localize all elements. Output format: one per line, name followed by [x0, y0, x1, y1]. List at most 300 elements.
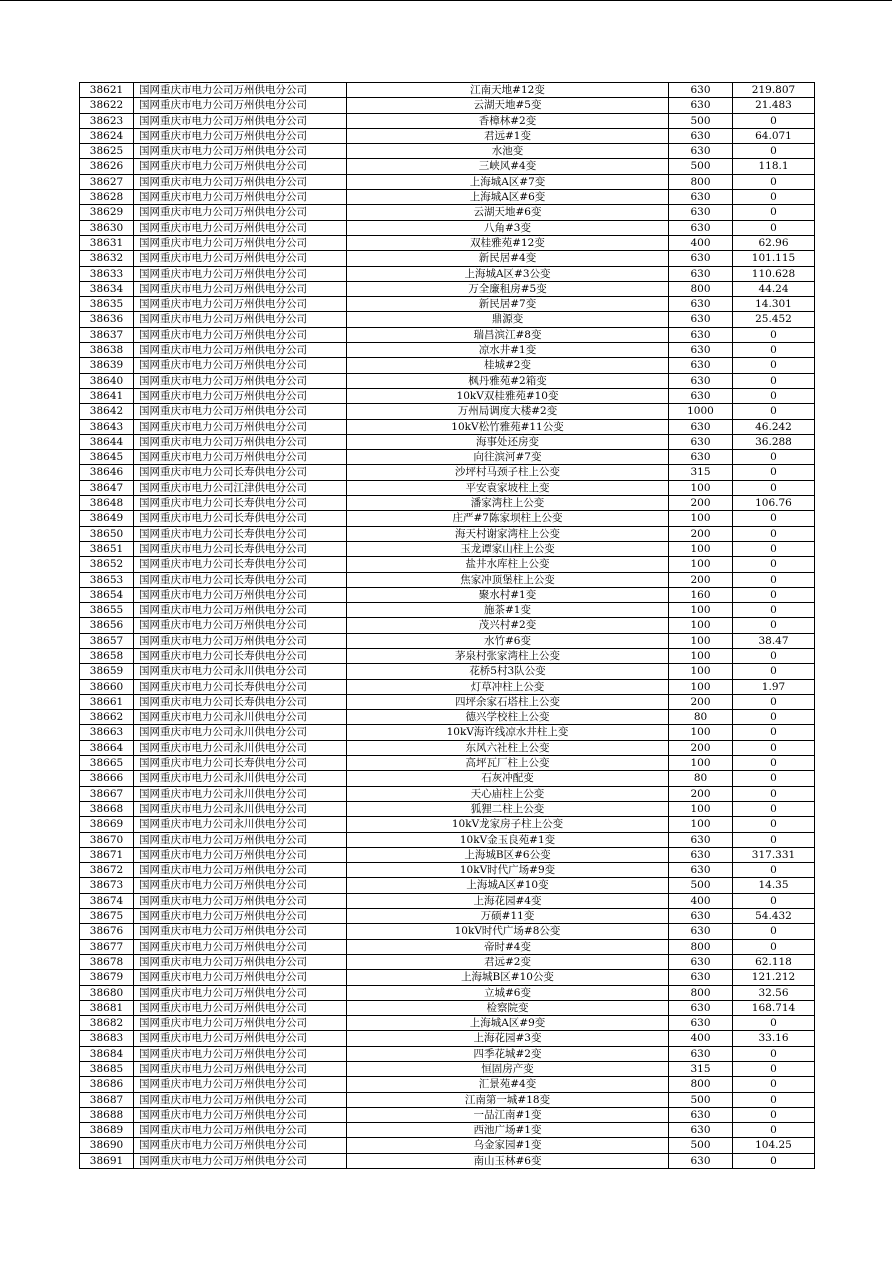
capacity-cell: 630	[669, 863, 733, 878]
table-row	[80, 1016, 815, 1031]
row-id-cell: 38679	[80, 970, 134, 985]
table-row	[80, 909, 815, 924]
value-cell: 0	[733, 1092, 815, 1107]
value-cell: 0	[733, 924, 815, 939]
transformer-name-cell: 上海城B区#10公变	[347, 970, 669, 985]
transformer-name-cell: 上海城A区#10变	[347, 878, 669, 893]
row-id-cell: 38683	[80, 1031, 134, 1046]
value-cell: 0	[733, 1062, 815, 1077]
company-cell: 国网重庆市电力公司万州供电分公司	[134, 190, 347, 205]
company-cell: 国网重庆市电力公司万州供电分公司	[134, 909, 347, 924]
table-row	[80, 434, 815, 449]
row-id-cell: 38627	[80, 174, 134, 189]
company-cell: 国网重庆市电力公司永川供电分公司	[134, 664, 347, 679]
company-cell: 国网重庆市电力公司万州供电分公司	[134, 603, 347, 618]
transformer-name-cell: 德兴学校柱上公变	[347, 710, 669, 725]
transformer-name-cell: 水池变	[347, 144, 669, 159]
company-cell: 国网重庆市电力公司万州供电分公司	[134, 1107, 347, 1122]
table-row	[80, 404, 815, 419]
transformer-name-cell: 双桂雅苑#12变	[347, 235, 669, 250]
value-cell: 106.76	[733, 496, 815, 511]
transformer-name-cell: 海天村谢家湾柱上公变	[347, 526, 669, 541]
row-id-cell: 38660	[80, 679, 134, 694]
capacity-cell: 630	[669, 266, 733, 281]
capacity-cell: 100	[669, 756, 733, 771]
table-row	[80, 327, 815, 342]
table-row	[80, 557, 815, 572]
row-id-cell: 38691	[80, 1153, 134, 1168]
table-row	[80, 786, 815, 801]
capacity-cell: 630	[669, 419, 733, 434]
row-id-cell: 38675	[80, 909, 134, 924]
transformer-name-cell: 君远#1变	[347, 128, 669, 143]
value-cell: 0	[733, 358, 815, 373]
company-cell: 国网重庆市电力公司长寿供电分公司	[134, 511, 347, 526]
value-cell: 0	[733, 1107, 815, 1122]
value-cell: 101.115	[733, 251, 815, 266]
capacity-cell: 800	[669, 1077, 733, 1092]
company-cell: 国网重庆市电力公司永川供电分公司	[134, 725, 347, 740]
company-cell: 国网重庆市电力公司长寿供电分公司	[134, 541, 347, 556]
company-cell: 国网重庆市电力公司万州供电分公司	[134, 419, 347, 434]
company-cell: 国网重庆市电力公司万州供电分公司	[134, 83, 347, 98]
row-id-cell: 38644	[80, 434, 134, 449]
table-body	[80, 83, 815, 1169]
table-row	[80, 878, 815, 893]
table-row	[80, 113, 815, 128]
capacity-cell: 315	[669, 1062, 733, 1077]
transformer-name-cell: 聚水村#1变	[347, 587, 669, 602]
row-id-cell: 38646	[80, 465, 134, 480]
row-id-cell: 38624	[80, 128, 134, 143]
value-cell: 62.118	[733, 954, 815, 969]
value-cell: 0	[733, 725, 815, 740]
company-cell: 国网重庆市电力公司万州供电分公司	[134, 970, 347, 985]
company-cell: 国网重庆市电力公司长寿供电分公司	[134, 756, 347, 771]
value-cell: 0	[733, 664, 815, 679]
table-row	[80, 312, 815, 327]
transformer-name-cell: 万全廉租房#5变	[347, 281, 669, 296]
capacity-cell: 630	[669, 327, 733, 342]
table-row	[80, 725, 815, 740]
transformer-name-cell: 枫丹雅苑#2箱变	[347, 373, 669, 388]
capacity-cell: 1000	[669, 404, 733, 419]
company-cell: 国网重庆市电力公司万州供电分公司	[134, 159, 347, 174]
company-cell: 国网重庆市电力公司万州供电分公司	[134, 220, 347, 235]
row-id-cell: 38673	[80, 878, 134, 893]
row-id-cell: 38655	[80, 603, 134, 618]
company-cell: 国网重庆市电力公司万州供电分公司	[134, 954, 347, 969]
company-cell: 国网重庆市电力公司万州供电分公司	[134, 235, 347, 250]
transformer-name-cell: 上海城A区#9变	[347, 1016, 669, 1031]
row-id-cell: 38639	[80, 358, 134, 373]
table-row	[80, 343, 815, 358]
company-cell: 国网重庆市电力公司万州供电分公司	[134, 98, 347, 113]
row-id-cell: 38659	[80, 664, 134, 679]
capacity-cell: 630	[669, 450, 733, 465]
table-row	[80, 281, 815, 296]
value-cell: 36.288	[733, 434, 815, 449]
value-cell: 0	[733, 817, 815, 832]
table-row	[80, 419, 815, 434]
company-cell: 国网重庆市电力公司万州供电分公司	[134, 434, 347, 449]
table-row	[80, 817, 815, 832]
value-cell: 0	[733, 557, 815, 572]
transformer-name-cell: 东风六社柱上公变	[347, 740, 669, 755]
company-cell: 国网重庆市电力公司长寿供电分公司	[134, 648, 347, 663]
company-cell: 国网重庆市电力公司万州供电分公司	[134, 205, 347, 220]
table-row	[80, 190, 815, 205]
capacity-cell: 630	[669, 312, 733, 327]
transformer-name-cell: 上海花园#3变	[347, 1031, 669, 1046]
capacity-cell: 200	[669, 496, 733, 511]
capacity-cell: 100	[669, 480, 733, 495]
transformer-name-cell: 万硕#11变	[347, 909, 669, 924]
row-id-cell: 38625	[80, 144, 134, 159]
company-cell: 国网重庆市电力公司永川供电分公司	[134, 786, 347, 801]
row-id-cell: 38656	[80, 618, 134, 633]
transformer-name-cell: 瑞昌滨江#8变	[347, 327, 669, 342]
row-id-cell: 38631	[80, 235, 134, 250]
row-id-cell: 38661	[80, 694, 134, 709]
capacity-cell: 100	[669, 618, 733, 633]
transformer-name-cell: 立城#6变	[347, 985, 669, 1000]
table-row	[80, 373, 815, 388]
transformer-name-cell: 新民居#7变	[347, 297, 669, 312]
company-cell: 国网重庆市电力公司长寿供电分公司	[134, 465, 347, 480]
table-row	[80, 832, 815, 847]
company-cell: 国网重庆市电力公司长寿供电分公司	[134, 694, 347, 709]
capacity-cell: 200	[669, 740, 733, 755]
capacity-cell: 80	[669, 710, 733, 725]
company-cell: 国网重庆市电力公司万州供电分公司	[134, 939, 347, 954]
row-id-cell: 38665	[80, 756, 134, 771]
company-cell: 国网重庆市电力公司万州供电分公司	[134, 618, 347, 633]
row-id-cell: 38671	[80, 847, 134, 862]
company-cell: 国网重庆市电力公司万州供电分公司	[134, 985, 347, 1000]
transformer-name-cell: 海事处还房变	[347, 434, 669, 449]
value-cell: 33.16	[733, 1031, 815, 1046]
capacity-cell: 100	[669, 664, 733, 679]
capacity-cell: 100	[669, 603, 733, 618]
value-cell: 0	[733, 144, 815, 159]
company-cell: 国网重庆市电力公司万州供电分公司	[134, 251, 347, 266]
transformer-name-cell: 君远#2变	[347, 954, 669, 969]
row-id-cell: 38676	[80, 924, 134, 939]
row-id-cell: 38647	[80, 480, 134, 495]
transformer-name-cell: 桂城#2变	[347, 358, 669, 373]
row-id-cell: 38629	[80, 205, 134, 220]
capacity-cell: 630	[669, 1016, 733, 1031]
row-id-cell: 38668	[80, 801, 134, 816]
transformer-name-cell: 恒固房产变	[347, 1062, 669, 1077]
row-id-cell: 38677	[80, 939, 134, 954]
capacity-cell: 630	[669, 1000, 733, 1015]
transformer-name-cell: 乌金家园#1变	[347, 1138, 669, 1153]
transformer-name-cell: 云湖天地#5变	[347, 98, 669, 113]
company-cell: 国网重庆市电力公司万州供电分公司	[134, 128, 347, 143]
capacity-cell: 630	[669, 190, 733, 205]
company-cell: 国网重庆市电力公司万州供电分公司	[134, 1138, 347, 1153]
transformer-name-cell: 茅泉村张家湾柱上公变	[347, 648, 669, 663]
capacity-cell: 315	[669, 465, 733, 480]
value-cell: 1.97	[733, 679, 815, 694]
company-cell: 国网重庆市电力公司万州供电分公司	[134, 924, 347, 939]
table-row	[80, 83, 815, 98]
company-cell: 国网重庆市电力公司长寿供电分公司	[134, 496, 347, 511]
value-cell: 0	[733, 572, 815, 587]
company-cell: 国网重庆市电力公司万州供电分公司	[134, 1077, 347, 1092]
table-row	[80, 954, 815, 969]
row-id-cell: 38636	[80, 312, 134, 327]
capacity-cell: 200	[669, 694, 733, 709]
table-row	[80, 801, 815, 816]
capacity-cell: 630	[669, 205, 733, 220]
row-id-cell: 38689	[80, 1123, 134, 1138]
transformer-name-cell: 天心庙柱上公变	[347, 786, 669, 801]
capacity-cell: 100	[669, 679, 733, 694]
company-cell: 国网重庆市电力公司万州供电分公司	[134, 1000, 347, 1015]
row-id-cell: 38670	[80, 832, 134, 847]
value-cell: 0	[733, 587, 815, 602]
row-id-cell: 38687	[80, 1092, 134, 1107]
table-row	[80, 771, 815, 786]
capacity-cell: 800	[669, 281, 733, 296]
transformer-name-cell: 焦家冲顶堡柱上公变	[347, 572, 669, 587]
transformer-name-cell: 庄严#7陈家坝柱上公变	[347, 511, 669, 526]
company-cell: 国网重庆市电力公司长寿供电分公司	[134, 572, 347, 587]
table-row	[80, 174, 815, 189]
value-cell: 0	[733, 801, 815, 816]
value-cell: 14.35	[733, 878, 815, 893]
value-cell: 0	[733, 541, 815, 556]
transformer-name-cell: 施茶#1变	[347, 603, 669, 618]
company-cell: 国网重庆市电力公司万州供电分公司	[134, 312, 347, 327]
table-row	[80, 648, 815, 663]
table-row	[80, 526, 815, 541]
transformer-name-cell: 花桥5村3队公变	[347, 664, 669, 679]
company-cell: 国网重庆市电力公司永川供电分公司	[134, 771, 347, 786]
value-cell: 168.714	[733, 1000, 815, 1015]
table-row	[80, 618, 815, 633]
capacity-cell: 100	[669, 648, 733, 663]
row-id-cell: 38666	[80, 771, 134, 786]
value-cell: 0	[733, 511, 815, 526]
row-id-cell: 38640	[80, 373, 134, 388]
value-cell: 0	[733, 388, 815, 403]
table-row	[80, 1123, 815, 1138]
value-cell: 0	[733, 1016, 815, 1031]
capacity-cell: 630	[669, 144, 733, 159]
value-cell: 14.301	[733, 297, 815, 312]
capacity-cell: 630	[669, 970, 733, 985]
capacity-cell: 630	[669, 924, 733, 939]
row-id-cell: 38628	[80, 190, 134, 205]
capacity-cell: 630	[669, 1153, 733, 1168]
company-cell: 国网重庆市电力公司万州供电分公司	[134, 893, 347, 908]
value-cell: 46.242	[733, 419, 815, 434]
row-id-cell: 38688	[80, 1107, 134, 1122]
capacity-cell: 630	[669, 909, 733, 924]
transformer-name-cell: 灯草冲柱上公变	[347, 679, 669, 694]
value-cell: 0	[733, 863, 815, 878]
capacity-cell: 100	[669, 801, 733, 816]
value-cell: 0	[733, 771, 815, 786]
company-cell: 国网重庆市电力公司万州供电分公司	[134, 113, 347, 128]
row-id-cell: 38686	[80, 1077, 134, 1092]
transformer-name-cell: 高坪瓦厂柱上公变	[347, 756, 669, 771]
row-id-cell: 38654	[80, 587, 134, 602]
table-row	[80, 358, 815, 373]
table-row	[80, 679, 815, 694]
table-row	[80, 1107, 815, 1122]
table-row	[80, 1031, 815, 1046]
capacity-cell: 630	[669, 251, 733, 266]
value-cell: 0	[733, 526, 815, 541]
company-cell: 国网重庆市电力公司永川供电分公司	[134, 817, 347, 832]
table-row	[80, 480, 815, 495]
capacity-cell: 800	[669, 939, 733, 954]
table-row	[80, 1153, 815, 1168]
row-id-cell: 38681	[80, 1000, 134, 1015]
company-cell: 国网重庆市电力公司万州供电分公司	[134, 297, 347, 312]
table-row	[80, 450, 815, 465]
value-cell: 121.212	[733, 970, 815, 985]
capacity-cell: 630	[669, 1046, 733, 1061]
transformer-name-cell: 茂兴村#2变	[347, 618, 669, 633]
transformer-name-cell: 三峡风#4变	[347, 159, 669, 174]
company-cell: 国网重庆市电力公司万州供电分公司	[134, 832, 347, 847]
value-cell: 0	[733, 710, 815, 725]
row-id-cell: 38634	[80, 281, 134, 296]
company-cell: 国网重庆市电力公司万州供电分公司	[134, 281, 347, 296]
transformer-name-cell: 上海城A区#7变	[347, 174, 669, 189]
row-id-cell: 38685	[80, 1062, 134, 1077]
value-cell: 0	[733, 603, 815, 618]
table-row	[80, 985, 815, 1000]
table-row	[80, 664, 815, 679]
value-cell: 0	[733, 190, 815, 205]
transformer-name-cell: 云湖天地#6变	[347, 205, 669, 220]
capacity-cell: 500	[669, 878, 733, 893]
capacity-cell: 500	[669, 1138, 733, 1153]
value-cell: 0	[733, 373, 815, 388]
transformer-name-cell: 狐狸二柱上公变	[347, 801, 669, 816]
capacity-cell: 100	[669, 633, 733, 648]
capacity-cell: 100	[669, 725, 733, 740]
row-id-cell: 38658	[80, 648, 134, 663]
table-row	[80, 1092, 815, 1107]
value-cell: 21.483	[733, 98, 815, 113]
value-cell: 0	[733, 450, 815, 465]
table-row	[80, 511, 815, 526]
capacity-cell: 630	[669, 434, 733, 449]
capacity-cell: 500	[669, 159, 733, 174]
value-cell: 219.807	[733, 83, 815, 98]
transformer-name-cell: 上海城A区#3公变	[347, 266, 669, 281]
capacity-cell: 630	[669, 388, 733, 403]
value-cell: 32.56	[733, 985, 815, 1000]
transformer-name-cell: 沙坪村马颈子柱上公变	[347, 465, 669, 480]
row-id-cell: 38652	[80, 557, 134, 572]
table-row	[80, 924, 815, 939]
transformer-name-cell: 平安袁家坡柱上变	[347, 480, 669, 495]
company-cell: 国网重庆市电力公司万州供电分公司	[134, 847, 347, 862]
company-cell: 国网重庆市电力公司江津供电分公司	[134, 480, 347, 495]
value-cell: 0	[733, 404, 815, 419]
capacity-cell: 100	[669, 511, 733, 526]
row-id-cell: 38623	[80, 113, 134, 128]
value-cell: 0	[733, 205, 815, 220]
capacity-cell: 400	[669, 235, 733, 250]
transformer-name-cell: 江南第一城#18变	[347, 1092, 669, 1107]
value-cell: 0	[733, 1123, 815, 1138]
value-cell: 0	[733, 1153, 815, 1168]
value-cell: 0	[733, 174, 815, 189]
table-row	[80, 1000, 815, 1015]
table-row	[80, 388, 815, 403]
capacity-cell: 200	[669, 526, 733, 541]
transformer-name-cell: 四季花城#2变	[347, 1046, 669, 1061]
transformer-name-cell: 向往滨河#7变	[347, 450, 669, 465]
table-row	[80, 465, 815, 480]
capacity-cell: 630	[669, 358, 733, 373]
transformer-name-cell: 检察院变	[347, 1000, 669, 1015]
company-cell: 国网重庆市电力公司万州供电分公司	[134, 863, 347, 878]
transformer-name-cell: 南山玉林#6变	[347, 1153, 669, 1168]
company-cell: 国网重庆市电力公司万州供电分公司	[134, 878, 347, 893]
value-cell: 110.628	[733, 266, 815, 281]
table-row	[80, 587, 815, 602]
capacity-cell: 200	[669, 786, 733, 801]
company-cell: 国网重庆市电力公司永川供电分公司	[134, 710, 347, 725]
company-cell: 国网重庆市电力公司万州供电分公司	[134, 358, 347, 373]
table-row	[80, 251, 815, 266]
capacity-cell: 630	[669, 343, 733, 358]
table-row	[80, 128, 815, 143]
transformer-name-cell: 潘家湾柱上公变	[347, 496, 669, 511]
transformer-name-cell: 10kV时代广场#8公变	[347, 924, 669, 939]
capacity-cell: 500	[669, 113, 733, 128]
transformer-name-cell: 帝时#4变	[347, 939, 669, 954]
company-cell: 国网重庆市电力公司万州供电分公司	[134, 404, 347, 419]
company-cell: 国网重庆市电力公司万州供电分公司	[134, 633, 347, 648]
value-cell: 0	[733, 939, 815, 954]
table-row	[80, 496, 815, 511]
row-id-cell: 38657	[80, 633, 134, 648]
table-row	[80, 572, 815, 587]
table-row	[80, 740, 815, 755]
transformer-name-cell: 一品江南#1变	[347, 1107, 669, 1122]
row-id-cell: 38662	[80, 710, 134, 725]
company-cell: 国网重庆市电力公司万州供电分公司	[134, 1016, 347, 1031]
value-cell: 104.25	[733, 1138, 815, 1153]
transformer-name-cell: 万州局调度大楼#2变	[347, 404, 669, 419]
transformer-name-cell: 石灰冲配变	[347, 771, 669, 786]
table-row	[80, 98, 815, 113]
capacity-cell: 630	[669, 847, 733, 862]
row-id-cell: 38672	[80, 863, 134, 878]
company-cell: 国网重庆市电力公司万州供电分公司	[134, 450, 347, 465]
row-id-cell: 38643	[80, 419, 134, 434]
transformer-name-cell: 江南天地#12变	[347, 83, 669, 98]
row-id-cell: 38651	[80, 541, 134, 556]
company-cell: 国网重庆市电力公司万州供电分公司	[134, 1123, 347, 1138]
company-cell: 国网重庆市电力公司万州供电分公司	[134, 1046, 347, 1061]
capacity-cell: 630	[669, 297, 733, 312]
value-cell: 0	[733, 756, 815, 771]
table-row	[80, 297, 815, 312]
